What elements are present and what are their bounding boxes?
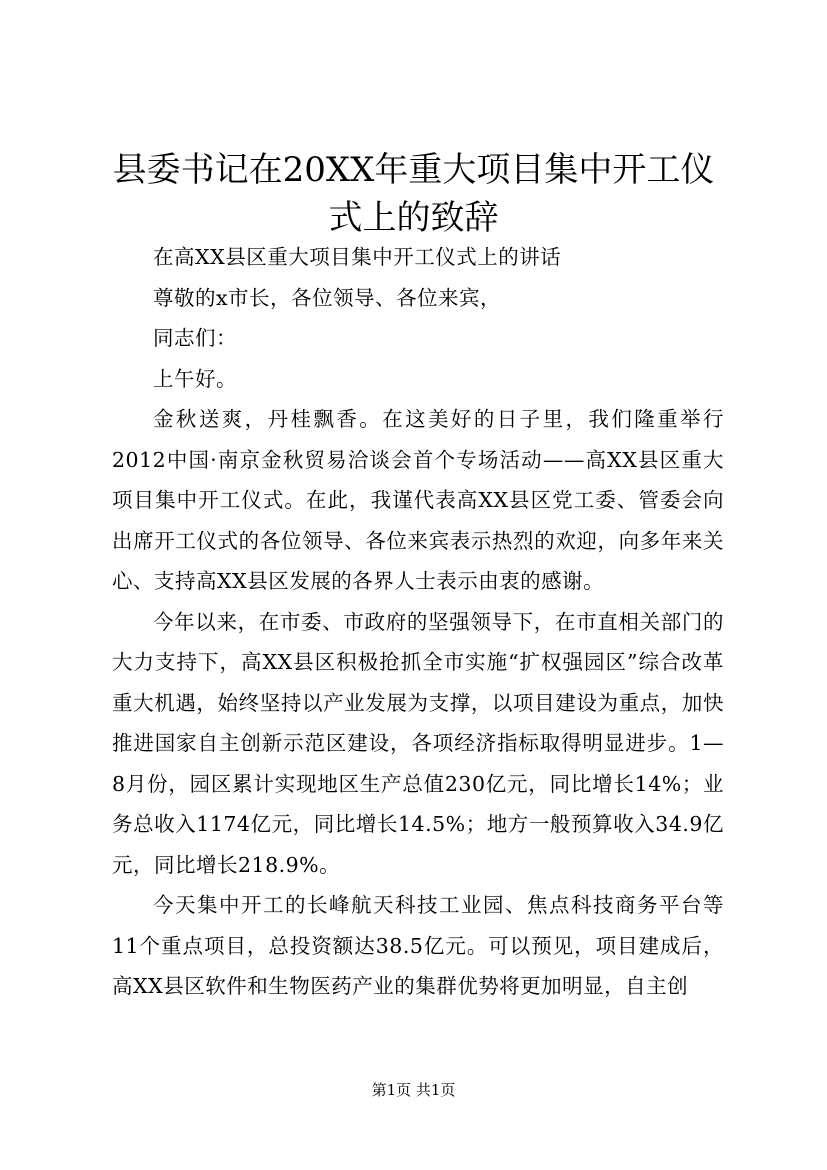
paragraph-comrades: 同志们： xyxy=(153,326,237,350)
paragraph-salutation: 尊敬的x市长，各位领导、各位来宾， xyxy=(153,285,502,310)
paragraph-projects: 今天集中开工的长峰航天科技工业园、焦点科技商务平台等11个重点项目，总投资额达38.5亿元。可以预见，项目建成后，高XX县区软件和生物医药产业的集群优势将更加明显，自主创 xyxy=(112,893,724,998)
document-body xyxy=(112,237,724,1007)
page-footer: 第1页 共1页 xyxy=(371,1081,456,1099)
paragraph-achievements: 今年以来，在市委、市政府的坚强领导下，在市直相关部门的大力支持下，高XX县区积极抢抓全市实施“扩权强园区”综合改革重大机遇，始终坚持以产业发展为支撑，以项目建设为重点，加快推进国家自主创新示范区建设，各项经济指标取得明显进步。1—8月份，园区累计实现地区生产总值230亿元，同比增长14%；业务总收入1174亿元，同比增长14.5%；地方一般预算收入34.9亿元，同比增长218.9%。 xyxy=(112,609,724,877)
paragraph-speech-heading: 在高XX县区重大项目集中开工仪式上的讲话 xyxy=(153,245,562,269)
paragraph-greeting: 上午好。 xyxy=(153,366,237,391)
paragraph-welcome: 金秋送爽，丹桂飘香。在这美好的日子里，我们隆重举行2012中国·南京金秋贸易洽谈会首个专场活动——高XX县区重大项目集中开工仪式。在此，我谨代表高XX县区党工委、管委会向出席开工仪式的各位领导、各位来宾表示热烈的欢迎，向多年来关心、支持高XX县区发展的各界人士表示由衷的感谢。 xyxy=(112,407,724,593)
document-title: 县委书记在20XX年重大项目集中开工仪式上的致辞 xyxy=(112,150,715,238)
